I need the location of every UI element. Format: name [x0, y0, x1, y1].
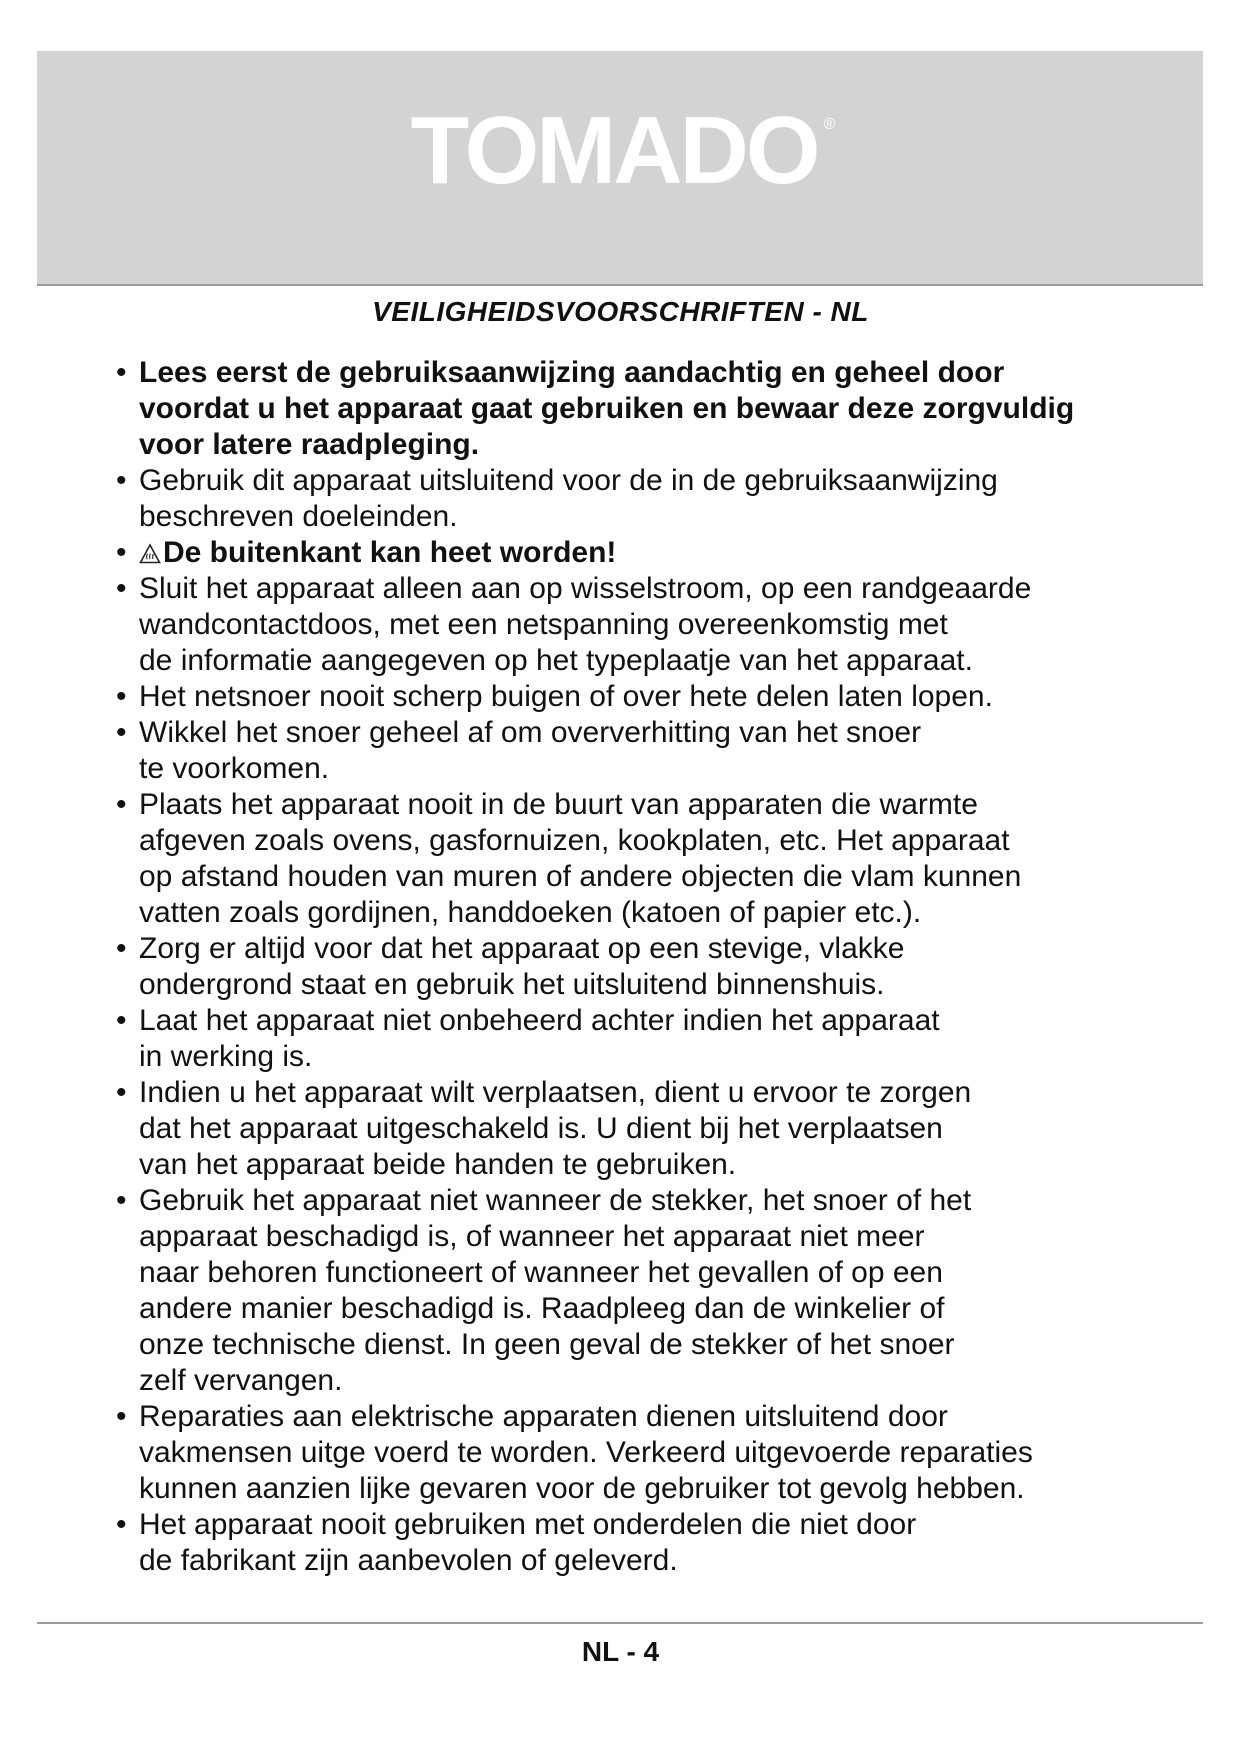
- footer-divider: [37, 1622, 1203, 1624]
- rule-text: Zorg er altijd voor dat het apparaat op een stevige, vlakke ondergrond staat en gebruik het uitsluitend binnenshuis.: [139, 932, 905, 1001]
- bullet: •: [116, 1004, 127, 1037]
- rule-text: Reparaties aan elektrische apparaten dienen uitsluitend door vakmensen uitge voerd te worden. Verkeerd uitgevoerde reparaties kunnen aanzien lijke gevaren voor de gebruiker tot gevolg hebben.: [139, 1400, 1033, 1505]
- rule-item: [116, 1183, 1156, 1399]
- bullet: •: [116, 1508, 127, 1541]
- rule-item: [116, 1003, 1156, 1075]
- bullet: •: [116, 536, 127, 569]
- bullet: •: [116, 1184, 127, 1217]
- rule-text: Indien u het apparaat wilt verplaatsen, dient u ervoor te zorgen dat het apparaat uitgeschakeld is. U dient bij het verplaatsen van het apparaat beide handen te gebruiken.: [139, 1076, 972, 1181]
- safety-rules-list: [116, 355, 1156, 1579]
- rule-item: [116, 715, 1156, 787]
- rule-text: Sluit het apparaat alleen aan op wisselstroom, op een randgeaarde wandcontactdoos, met een netspanning overeenkomstig met de informatie aangegeven op het typeplaatje van het apparaat.: [139, 572, 1032, 677]
- bullet: •: [116, 1400, 127, 1433]
- bullet: •: [116, 932, 127, 965]
- rule-item: [116, 787, 1156, 931]
- bullet: •: [116, 716, 127, 749]
- rule-text: Gebruik het apparaat niet wanneer de stekker, het snoer of het apparaat beschadigd is, of wanneer het apparaat niet meer naar behoren functioneert of wanneer het gevallen of op een andere manier beschadigd is. Raadpleeg dan de winkelier of onze technische dienst. In geen geval de stekker of het snoer zelf vervangen.: [139, 1184, 972, 1397]
- page-title: VEILIGHEIDSVOORSCHRIFTEN - NL: [372, 296, 869, 327]
- rule-text: Gebruik dit apparaat uitsluitend voor de in de gebruiksaanwijzing beschreven doeleinden.: [139, 464, 998, 533]
- rule-text: Lees eerst de gebruiksaanwijzing aandachtig en geheel door voordat u het apparaat gaat gebruiken en bewaar deze zorgvuldig voor latere raadpleging.: [139, 356, 1075, 461]
- registered-mark: ®: [823, 116, 836, 133]
- bullet: •: [116, 464, 127, 497]
- page-number: NL - 4: [581, 1636, 660, 1667]
- rule-item: [116, 571, 1156, 679]
- rule-text: Laat het apparaat niet onbeheerd achter indien het apparaat in werking is.: [139, 1004, 940, 1073]
- brand-logo: [37, 97, 1203, 204]
- rule-item: [116, 1507, 1156, 1579]
- rule-item: [116, 535, 1156, 571]
- rule-text: Het netsnoer nooit scherp buigen of over hete delen laten lopen.: [139, 680, 993, 713]
- rule-item: [116, 931, 1156, 1003]
- bullet: •: [116, 572, 127, 605]
- header-band: [37, 51, 1203, 286]
- rule-text: Wikkel het snoer geheel af om oververhitting van het snoer te voorkomen.: [139, 716, 922, 785]
- rule-text: Het apparaat nooit gebruiken met onderdelen die niet door de fabrikant zijn aanbevolen of geleverd.: [139, 1508, 917, 1577]
- rule-text: Plaats het apparaat nooit in de buurt van apparaten die warmte afgeven zoals ovens, gasfornuizen, kookplaten, etc. Het apparaat op afstand houden van muren of andere objecten die vlam kunnen vatten zoals gordijnen, handdoeken (katoen of papier etc.).: [139, 788, 1022, 929]
- rule-item: [116, 463, 1156, 535]
- rule-item: [116, 679, 1156, 715]
- rule-item: [116, 355, 1156, 463]
- brand-name: TOMADO: [410, 97, 818, 204]
- rule-item: [116, 1075, 1156, 1183]
- warning-triangle-icon: [139, 543, 161, 565]
- rule-text: De buitenkant kan heet worden!: [163, 536, 617, 569]
- rule-item: [116, 1399, 1156, 1507]
- bullet: •: [116, 356, 127, 389]
- bullet: •: [116, 1076, 127, 1109]
- bullet: •: [116, 788, 127, 821]
- bullet: •: [116, 680, 127, 713]
